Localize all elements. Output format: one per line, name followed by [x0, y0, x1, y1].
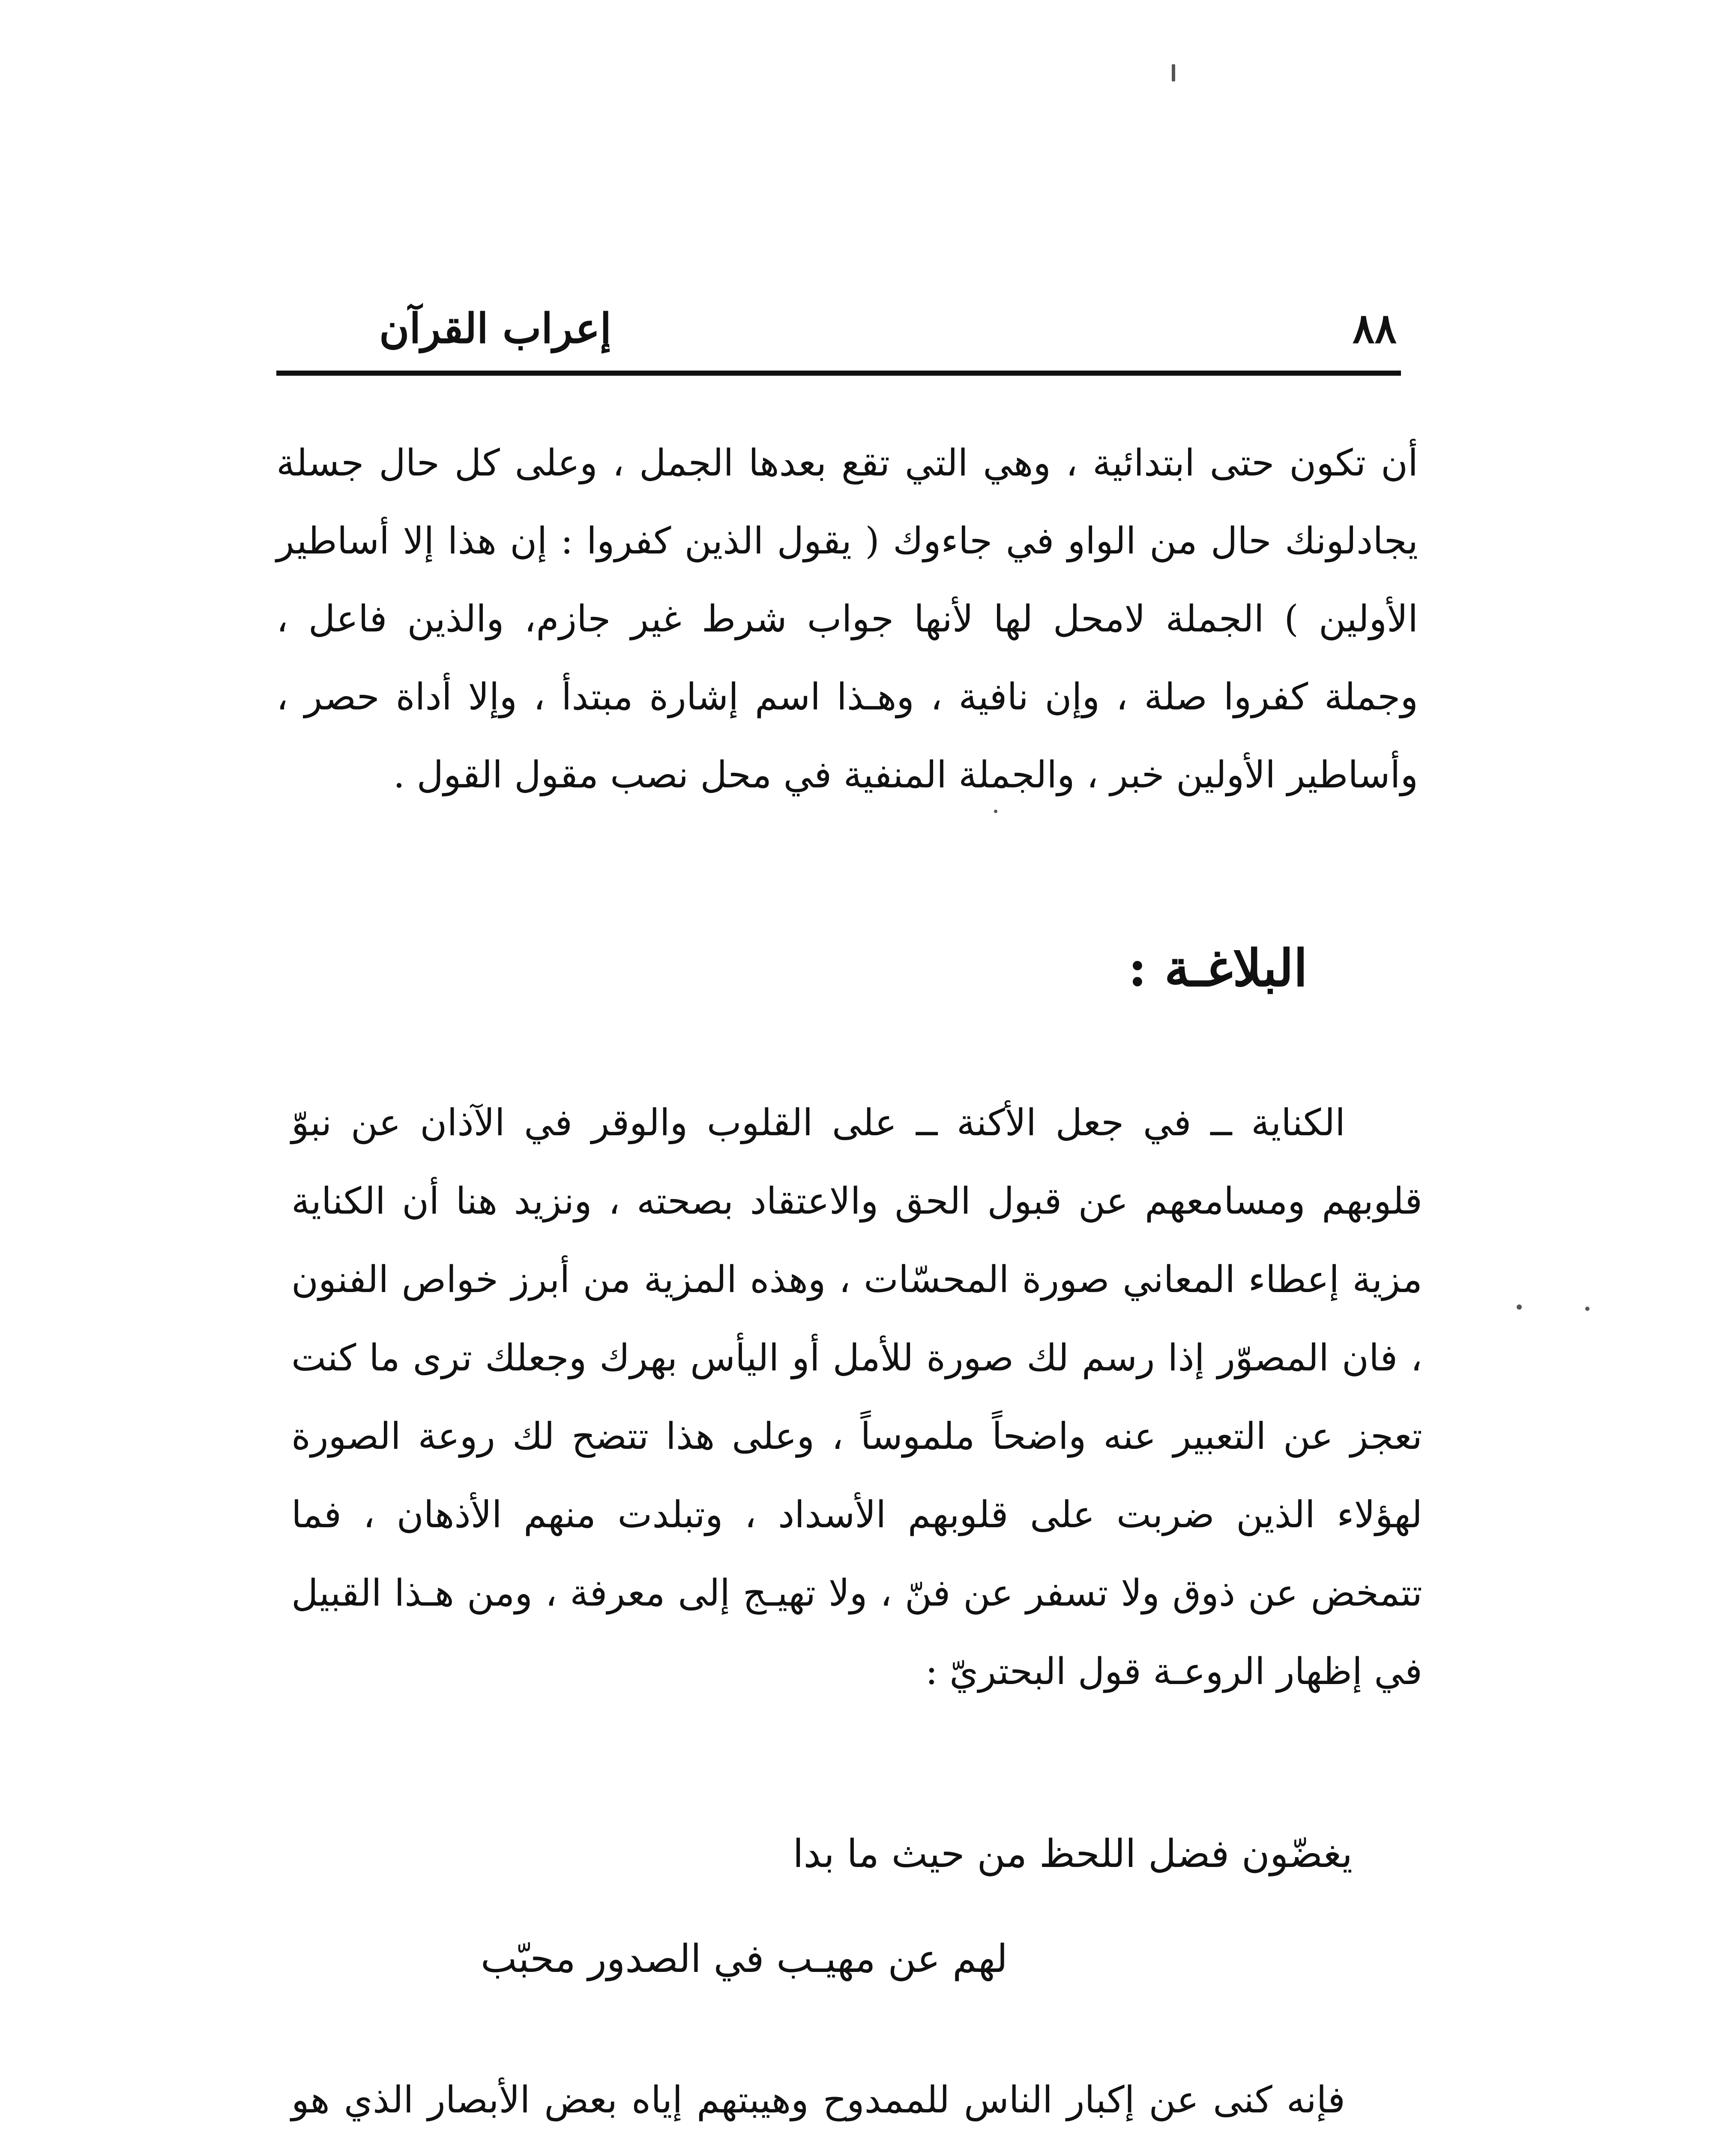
verse-line-1: يغضّون فضل اللحظ من حيث ما بدا [793, 1831, 1353, 1876]
paragraph-text: الكناية ــ في جعل الأكنة ــ على القلوب والوقر في الآذان عن نبوّ قلوبهم ومسامعهم عن قبول الحق والاعتقاد بصحته ، ونزيد هنا أن الكناية مزية إعطاء المعاني صورة المحسّات ، وهذه المزية من أبرز خواص الفنون ، فان المصوّر إذا رسم لك صورة للأمل أو اليأس بهرك وجعلك ترى ما كنت تعجز عن التعبير عنه واضحاً ملموساً ، وعلى هذا تتضح لك روعة الصورة لهؤلاء الذين ضربت على قلوبهم الأسداد ، وتبلدت منهم الأذهان ، فما تتمخض عن ذوق ولا تسفر عن فنّ ، ولا تهيـج إلى معرفة ، ومن هـذا القبيل في إظهار الروعـة قول البحتريّ : [291, 1101, 1422, 1693]
paragraph-commentary [291, 2061, 1422, 2142]
scan-speck [1172, 64, 1175, 81]
paragraph-text: أن تكون حتى ابتدائية ، وهي التي تقع بعدها الجمل ، وعلى كل حال جسلة يجادلونك حال من الواو في جاءوك ( يقول الذين كفروا : إن هذا إلا أساطير الأولين ) الجملة لامحل لها لأنها جواب شرط غير جازم، والذين فاعل ، وجملة كفروا صلة ، وإن نافية ، وهـذا اسم إشارة مبتدأ ، وإلا أداة حصر ، وأساطير الأولين خبر ، والجملة المنفية في محل نصب مقول القول . [276, 442, 1418, 796]
page-header [276, 296, 1401, 360]
page-number: ٨٨ [1352, 304, 1397, 353]
header-divider [276, 371, 1401, 376]
paragraph-rhetoric [291, 1084, 1422, 1711]
verse-line-2: لهم عن مهيـب في الصدور محبّب [480, 1936, 1008, 1981]
scan-speck [1585, 1307, 1589, 1311]
paragraph-grammar [276, 424, 1418, 814]
running-title: إعراب القرآن [379, 304, 612, 353]
scan-speck [994, 810, 997, 813]
scan-speck [1517, 1304, 1522, 1310]
section-heading: البلاغـة : [1128, 938, 1308, 998]
paragraph-text: فإنه كنى عن إكبار الناس للممدوح وهيبتهم إياه بعض الأبصار الذي هو [291, 2079, 1345, 2121]
